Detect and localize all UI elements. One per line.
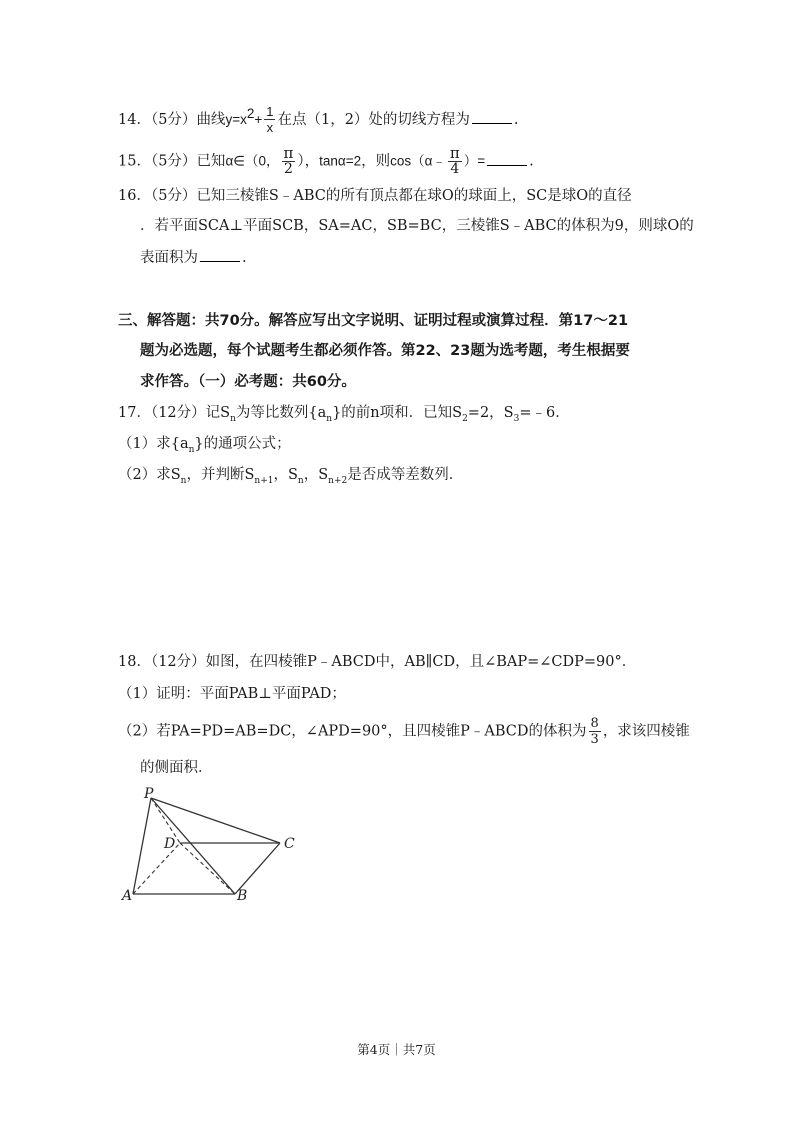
vertex-label-a: A (122, 888, 133, 904)
q14-expr: y=x (225, 111, 247, 127)
q15-fraction-2 (448, 146, 462, 177)
q17-part1-sub: n (188, 444, 195, 455)
q15-frac2-den: 4 (450, 161, 460, 177)
q14-frac-den: x (266, 120, 274, 136)
q17-part2-text-4: ，S (303, 467, 329, 483)
q15-text-1: 已知 (196, 153, 226, 170)
q18-line-1: 如图，在四棱锥P﹣ABCD中，AB∥CD，且∠BAP=∠CDP=90°． (205, 654, 637, 670)
q18-fraction (589, 716, 601, 747)
q16-period: . (242, 250, 247, 266)
vertex-label-c: C (284, 836, 295, 852)
q15-frac2-num: π (449, 144, 460, 162)
q15-frac1-num: π (283, 144, 294, 162)
q17-text-5: =﹣6． (519, 405, 570, 421)
q18-frac-den: 3 (590, 732, 599, 747)
q17-text-4: =2，S (467, 405, 514, 421)
q17-part2-sub-1: n (180, 475, 187, 486)
q14-text-1: 曲线 (196, 111, 226, 128)
edge-pa (133, 798, 151, 894)
q17-part2-text-2: ，并判断S (186, 467, 255, 483)
q15-answer-blank (487, 151, 527, 166)
page-footer: 第4页｜共7页 (357, 1042, 436, 1057)
q14-superscript: 2 (246, 106, 255, 121)
question-15 (118, 146, 534, 177)
q18-part-1: （1）证明：平面PAB⊥平面PAD； (118, 686, 346, 702)
q15-expr-4: ）= (463, 153, 486, 169)
q17-part-2 (118, 465, 463, 491)
q15-frac1-den: 2 (283, 161, 293, 177)
q17-part2-text-1: （2）求S (118, 467, 181, 483)
q17-part2-text-5: 是否成等差数列． (347, 467, 464, 483)
q16-line-1: 已知三棱锥S﹣ABC的所有顶点都在球O的球面上，SC是球O的直径 (196, 188, 632, 204)
q14-number: 14． (118, 111, 151, 128)
section3-heading-line-1: 三、解答题：共70分。解答应写出文字说明、证明过程或演算过程．第17～21 (118, 313, 629, 329)
q17-sub-4: 3 (513, 413, 520, 424)
q16-score: （5分） (150, 188, 197, 204)
q18-part-2-continued: 的侧面积． (140, 760, 213, 776)
q17-part-1 (118, 434, 291, 460)
q15-number: 15． (118, 153, 151, 170)
vertex-label-p: P (144, 786, 154, 802)
q15-text-2: ）， (297, 153, 320, 170)
q15-period: . (529, 153, 534, 170)
question-14 (118, 104, 519, 135)
q14-period: . (513, 111, 519, 128)
question-16 (118, 186, 632, 206)
q17-number: 17． (118, 405, 151, 421)
q15-expr-3: cos（α﹣ (390, 153, 446, 169)
q17-text-3: }的前n项和．已知S (332, 405, 463, 421)
q16-line-3-text: 表面积为 (140, 250, 198, 266)
vertex-label-b: B (237, 888, 248, 904)
question-17 (118, 403, 570, 429)
q16-answer-blank (200, 247, 240, 262)
q15-score: （5分） (150, 153, 197, 170)
q17-part2-text-3: ，S (273, 467, 298, 483)
q18-frac-num: 8 (590, 716, 599, 731)
q18-number: 18． (118, 654, 151, 670)
q17-part2-sub-2: n+1 (254, 475, 274, 486)
q15-expr-1: α∈（0， (225, 153, 280, 169)
q17-text-2: 为等比数列{a (235, 405, 327, 421)
edge-db-hidden (180, 843, 235, 894)
question-18 (118, 652, 636, 672)
q17-part2-sub-3: n (297, 475, 304, 486)
q17-score: （12分） (150, 405, 206, 421)
q16-line-3 (140, 247, 247, 268)
q17-part1-text-1: （1）求{a (118, 436, 189, 452)
q16-line-2: ．若平面SCA⊥平面SCB，SA=AC，SB=BC，三棱锥S﹣ABC的体积为9，则球O的 (140, 218, 694, 234)
q14-fraction (264, 104, 275, 135)
q17-text-1: 记S (205, 405, 231, 421)
q14-text-2: 在点（1，2）处的切线方程为 (277, 111, 470, 128)
q14-answer-blank (472, 109, 512, 124)
q15-text-3: ，则 (361, 153, 391, 170)
q18-part2-text-2: ，求该四棱锥 (602, 723, 690, 740)
q14-score: （5分） (150, 111, 197, 128)
pyramid-figure (118, 782, 318, 907)
q18-part-2 (118, 716, 690, 747)
q16-number: 16． (118, 188, 151, 204)
q18-score: （12分） (150, 654, 206, 670)
q18-part2-text-1: （2）若PA=PD=AB=DC，∠APD=90°，且四棱锥P﹣ABCD的体积为 (118, 723, 587, 740)
section3-heading-line-3: 求作答。（一）必考题：共60分。 (140, 374, 356, 390)
section3-heading-line-2: 题为必选题，每个试题考生都必须作答。第22、23题为选考题，考生根据要 (140, 343, 630, 359)
edge-bc (235, 843, 280, 894)
q14-frac-num: 1 (266, 104, 274, 120)
q15-expr-2: tanα=2 (319, 153, 362, 169)
vertex-label-d: D (164, 836, 176, 852)
q17-sub-1: n (230, 413, 236, 424)
q17-sub-2: n (326, 413, 333, 424)
q14-plus: + (254, 111, 263, 127)
q17-part2-sub-4: n+2 (328, 475, 348, 486)
q15-fraction-1 (282, 146, 296, 177)
q17-part1-text-2: }的通项公式； (194, 436, 291, 452)
q17-sub-3: 2 (462, 413, 468, 424)
